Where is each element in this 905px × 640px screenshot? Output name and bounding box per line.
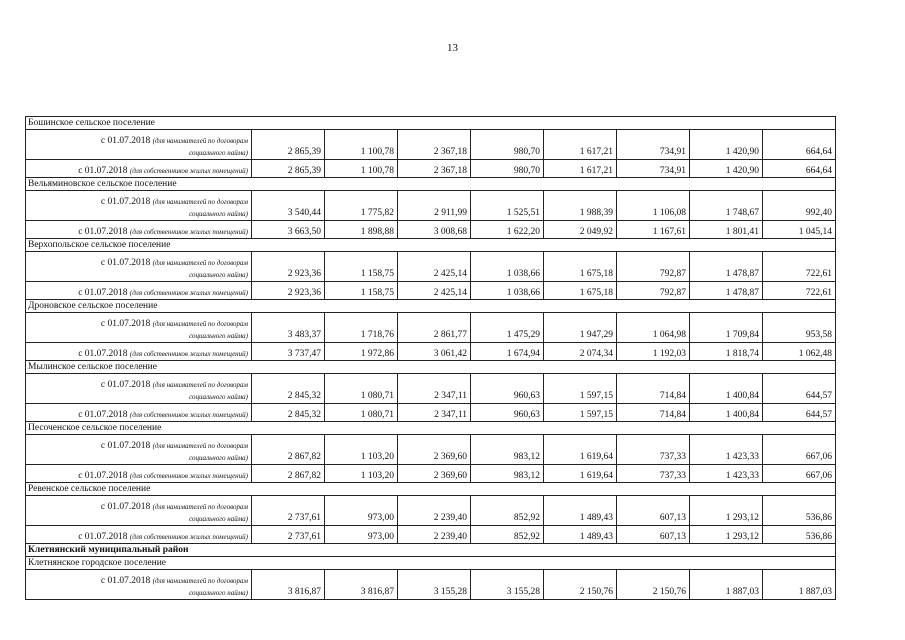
tariff-value-cell: 664,64 — [763, 160, 836, 178]
tariff-value-cell: 1 622,20 — [471, 221, 544, 239]
tariff-value-cell: 1 167,61 — [617, 221, 690, 239]
effective-date: с 01.07.2018 — [100, 576, 151, 586]
tariff-value-cell: 3 155,28 — [471, 570, 544, 600]
tariff-value-cell: 1 748,67 — [690, 191, 763, 221]
consumer-note: (для собственников жилых помещений) — [129, 350, 248, 358]
table-row — [26, 374, 836, 404]
consumer-note-line2: социального найма) — [189, 393, 248, 401]
tariff-value-cell: 737,33 — [617, 435, 690, 465]
tariff-value-cell: 2 425,14 — [398, 252, 471, 282]
tariff-value-cell: 2 425,14 — [398, 282, 471, 300]
tariff-value-cell: 1 489,43 — [544, 526, 617, 544]
tariff-value-cell: 714,84 — [617, 404, 690, 422]
tariff-value-cell: 852,92 — [471, 526, 544, 544]
settlement-title: Бошинское сельское поселение — [26, 117, 836, 130]
effective-date: с 01.07.2018 — [100, 319, 151, 329]
tariff-value-cell: 1 597,15 — [544, 404, 617, 422]
tariff-value-cell: 1 080,71 — [325, 374, 398, 404]
tariff-value-cell: 2 367,18 — [398, 160, 471, 178]
consumer-note: (для нанимателей по договорам — [152, 442, 248, 450]
tariff-value-cell: 983,12 — [471, 435, 544, 465]
table-row — [26, 282, 836, 300]
tariff-value-cell: 792,87 — [617, 252, 690, 282]
row-label — [26, 282, 252, 300]
tariff-value-cell: 1 423,33 — [690, 435, 763, 465]
tariff-value-cell: 1 617,21 — [544, 160, 617, 178]
tariff-value-cell: 1 675,18 — [544, 252, 617, 282]
table-row — [26, 465, 836, 483]
tariff-value-cell: 3 155,28 — [398, 570, 471, 600]
tariff-value-cell: 2 737,61 — [252, 526, 325, 544]
consumer-note: (для собственников жилых помещений) — [129, 533, 248, 541]
consumer-note-line2: социального найма) — [189, 332, 248, 340]
tariff-table — [25, 116, 836, 600]
tariff-value-cell: 1 038,66 — [471, 252, 544, 282]
consumer-note: (для нанимателей по договорам — [152, 320, 248, 328]
settlement-header-row — [26, 483, 836, 496]
tariff-value-cell: 1 062,48 — [763, 343, 836, 361]
tariff-value-cell: 1 972,86 — [325, 343, 398, 361]
consumer-note-line2: социального найма) — [189, 210, 248, 218]
tariff-value-cell: 2 347,11 — [398, 374, 471, 404]
settlement-header-row — [26, 178, 836, 191]
effective-date: с 01.07.2018 — [78, 288, 128, 298]
effective-date: с 01.07.2018 — [100, 197, 151, 207]
tariff-value-cell: 1 106,08 — [617, 191, 690, 221]
table-row — [26, 343, 836, 361]
consumer-note: (для нанимателей по договорам — [152, 577, 248, 585]
tariff-value-cell: 1 423,33 — [690, 465, 763, 483]
tariff-value-cell: 1 158,75 — [325, 282, 398, 300]
table-row — [26, 496, 836, 526]
district-title: Клетнянский муниципальный район — [26, 544, 836, 557]
row-label — [26, 343, 252, 361]
row-label — [26, 130, 252, 160]
row-label — [26, 526, 252, 544]
tariff-value-cell: 1 597,15 — [544, 374, 617, 404]
tariff-value-cell: 1 103,20 — [325, 465, 398, 483]
tariff-value-cell: 992,40 — [763, 191, 836, 221]
tariff-value-cell: 1 420,90 — [690, 130, 763, 160]
tariff-value-cell: 3 483,37 — [252, 313, 325, 343]
table-row — [26, 404, 836, 422]
tariff-value-cell: 1 801,41 — [690, 221, 763, 239]
tariff-value-cell: 1 775,82 — [325, 191, 398, 221]
settlement-title: Вельяминовское сельское поселение — [26, 178, 836, 191]
tariff-value-cell: 644,57 — [763, 404, 836, 422]
consumer-note: (для собственников жилых помещений) — [129, 167, 248, 175]
table-row — [26, 313, 836, 343]
table-row — [26, 526, 836, 544]
row-label — [26, 374, 252, 404]
tariff-value-cell: 1 038,66 — [471, 282, 544, 300]
tariff-value-cell: 1 887,03 — [763, 570, 836, 600]
row-label — [26, 252, 252, 282]
tariff-value-cell: 1 818,74 — [690, 343, 763, 361]
tariff-value-cell: 983,12 — [471, 465, 544, 483]
table-row — [26, 160, 836, 178]
tariff-value-cell: 2 347,11 — [398, 404, 471, 422]
tariff-value-cell: 2 049,92 — [544, 221, 617, 239]
tariff-value-cell: 734,91 — [617, 160, 690, 178]
effective-date: с 01.07.2018 — [100, 502, 151, 512]
tariff-value-cell: 1 525,51 — [471, 191, 544, 221]
tariff-value-cell: 2 865,39 — [252, 160, 325, 178]
settlement-title: Дроновское сельское поселение — [26, 300, 836, 313]
tariff-value-cell: 2 845,32 — [252, 374, 325, 404]
consumer-note: (для нанимателей по договорам — [152, 259, 248, 267]
tariff-value-cell: 1 192,03 — [617, 343, 690, 361]
tariff-value-cell: 973,00 — [325, 526, 398, 544]
tariff-value-cell: 1 718,76 — [325, 313, 398, 343]
settlement-title: Верхопольское сельское поселение — [26, 239, 836, 252]
tariff-value-cell: 1 619,64 — [544, 465, 617, 483]
tariff-value-cell: 1 947,29 — [544, 313, 617, 343]
effective-date: с 01.07.2018 — [100, 258, 151, 268]
settlement-header-row — [26, 361, 836, 374]
tariff-value-cell: 607,13 — [617, 526, 690, 544]
row-label — [26, 160, 252, 178]
tariff-value-cell: 2 867,82 — [252, 435, 325, 465]
tariff-value-cell: 2 239,40 — [398, 496, 471, 526]
tariff-value-cell: 2 861,77 — [398, 313, 471, 343]
tariff-value-cell: 1 475,29 — [471, 313, 544, 343]
tariff-value-cell: 2 150,76 — [544, 570, 617, 600]
tariff-value-cell: 722,61 — [763, 252, 836, 282]
settlement-title: Ревенское сельское поселение — [26, 483, 836, 496]
consumer-note-line2: социального найма) — [189, 149, 248, 157]
consumer-note: (для собственников жилых помещений) — [129, 228, 248, 236]
tariff-value-cell: 1 100,78 — [325, 130, 398, 160]
table-row — [26, 252, 836, 282]
consumer-note: (для собственников жилых помещений) — [129, 289, 248, 297]
consumer-note: (для нанимателей по договорам — [152, 137, 248, 145]
tariff-value-cell: 722,61 — [763, 282, 836, 300]
consumer-note: (для нанимателей по договорам — [152, 381, 248, 389]
tariff-value-cell: 852,92 — [471, 496, 544, 526]
tariff-value-cell: 607,13 — [617, 496, 690, 526]
tariff-value-cell: 2 911,99 — [398, 191, 471, 221]
tariff-value-cell: 2 150,76 — [617, 570, 690, 600]
row-label — [26, 313, 252, 343]
tariff-value-cell: 734,91 — [617, 130, 690, 160]
tariff-value-cell: 1 617,21 — [544, 130, 617, 160]
row-label — [26, 404, 252, 422]
tariff-value-cell: 1 293,12 — [690, 496, 763, 526]
tariff-value-cell: 3 540,44 — [252, 191, 325, 221]
tariff-value-cell: 1 064,98 — [617, 313, 690, 343]
tariff-value-cell: 667,06 — [763, 435, 836, 465]
tariff-value-cell: 536,86 — [763, 526, 836, 544]
consumer-note: (для собственников жилых помещений) — [129, 472, 248, 480]
tariff-value-cell: 1 674,94 — [471, 343, 544, 361]
tariff-value-cell: 644,57 — [763, 374, 836, 404]
row-label — [26, 221, 252, 239]
tariff-value-cell: 2 369,60 — [398, 435, 471, 465]
tariff-value-cell: 3 737,47 — [252, 343, 325, 361]
settlement-title: Мылинское сельское поселение — [26, 361, 836, 374]
effective-date: с 01.07.2018 — [100, 136, 151, 146]
consumer-note-line2: социального найма) — [189, 454, 248, 462]
row-label — [26, 465, 252, 483]
tariff-value-cell: 1 478,87 — [690, 252, 763, 282]
row-label — [26, 496, 252, 526]
tariff-value-cell: 2 737,61 — [252, 496, 325, 526]
table-row — [26, 435, 836, 465]
settlement-header-row — [26, 239, 836, 252]
tariff-value-cell: 3 816,87 — [252, 570, 325, 600]
consumer-note: (для нанимателей по договорам — [152, 198, 248, 206]
row-label — [26, 191, 252, 221]
table-row — [26, 130, 836, 160]
consumer-note: (для собственников жилых помещений) — [129, 411, 248, 419]
tariff-value-cell: 3 663,50 — [252, 221, 325, 239]
tariff-value-cell: 667,06 — [763, 465, 836, 483]
tariff-value-cell: 960,63 — [471, 404, 544, 422]
tariff-value-cell: 2 074,34 — [544, 343, 617, 361]
effective-date: с 01.07.2018 — [100, 441, 151, 451]
tariff-value-cell: 1 103,20 — [325, 435, 398, 465]
tariff-value-cell: 953,58 — [763, 313, 836, 343]
table-row — [26, 191, 836, 221]
effective-date: с 01.07.2018 — [78, 166, 128, 176]
settlement-title: Песоченское сельское поселение — [26, 422, 836, 435]
tariff-value-cell: 960,63 — [471, 374, 544, 404]
settlement-header-row — [26, 422, 836, 435]
settlement-header-row — [26, 300, 836, 313]
tariff-value-cell: 2 865,39 — [252, 130, 325, 160]
tariff-value-cell: 1 400,84 — [690, 404, 763, 422]
district-header-row — [26, 544, 836, 557]
tariff-value-cell: 737,33 — [617, 465, 690, 483]
tariff-value-cell: 1 489,43 — [544, 496, 617, 526]
tariff-value-cell: 2 369,60 — [398, 465, 471, 483]
tariff-value-cell: 1 400,84 — [690, 374, 763, 404]
settlement-header-row — [26, 117, 836, 130]
effective-date: с 01.07.2018 — [78, 471, 128, 481]
table-row — [26, 221, 836, 239]
tariff-value-cell: 2 923,36 — [252, 252, 325, 282]
tariff-value-cell: 1 045,14 — [763, 221, 836, 239]
tariff-value-cell: 2 867,82 — [252, 465, 325, 483]
tariff-value-cell: 3 061,42 — [398, 343, 471, 361]
effective-date: с 01.07.2018 — [78, 532, 128, 542]
tariff-value-cell: 980,70 — [471, 160, 544, 178]
tariff-value-cell: 1 898,88 — [325, 221, 398, 239]
tariff-value-cell: 2 923,36 — [252, 282, 325, 300]
tariff-value-cell: 3 816,87 — [325, 570, 398, 600]
tariff-value-cell: 1 478,87 — [690, 282, 763, 300]
tariff-value-cell: 1 158,75 — [325, 252, 398, 282]
effective-date: с 01.07.2018 — [78, 227, 128, 237]
tariff-value-cell: 536,86 — [763, 496, 836, 526]
tariff-value-cell: 1 619,64 — [544, 435, 617, 465]
tariff-value-cell: 1 080,71 — [325, 404, 398, 422]
consumer-note: (для нанимателей по договорам — [152, 503, 248, 511]
tariff-value-cell: 3 008,68 — [398, 221, 471, 239]
tariff-value-cell: 1 420,90 — [690, 160, 763, 178]
settlement-header-row — [26, 557, 836, 570]
table-row — [26, 570, 836, 600]
tariff-value-cell: 1 293,12 — [690, 526, 763, 544]
row-label — [26, 435, 252, 465]
tariff-value-cell: 1 988,39 — [544, 191, 617, 221]
tariff-value-cell: 973,00 — [325, 496, 398, 526]
consumer-note-line2: социального найма) — [189, 589, 248, 597]
consumer-note-line2: социального найма) — [189, 271, 248, 279]
row-label — [26, 570, 252, 600]
tariff-value-cell: 1 887,03 — [690, 570, 763, 600]
tariff-value-cell: 2 845,32 — [252, 404, 325, 422]
effective-date: с 01.07.2018 — [78, 349, 128, 359]
tariff-value-cell: 2 367,18 — [398, 130, 471, 160]
tariff-value-cell: 792,87 — [617, 282, 690, 300]
tariff-value-cell: 664,64 — [763, 130, 836, 160]
tariff-value-cell: 1 100,78 — [325, 160, 398, 178]
tariff-value-cell: 714,84 — [617, 374, 690, 404]
tariff-value-cell: 1 709,84 — [690, 313, 763, 343]
consumer-note-line2: социального найма) — [189, 515, 248, 523]
effective-date: с 01.07.2018 — [100, 380, 151, 390]
tariff-table-body — [26, 117, 836, 600]
tariff-value-cell: 1 675,18 — [544, 282, 617, 300]
settlement-title: Клетнянское городское поселение — [26, 557, 836, 570]
tariff-value-cell: 2 239,40 — [398, 526, 471, 544]
tariff-value-cell: 980,70 — [471, 130, 544, 160]
effective-date: с 01.07.2018 — [78, 410, 128, 420]
page-number: 13 — [447, 42, 458, 54]
